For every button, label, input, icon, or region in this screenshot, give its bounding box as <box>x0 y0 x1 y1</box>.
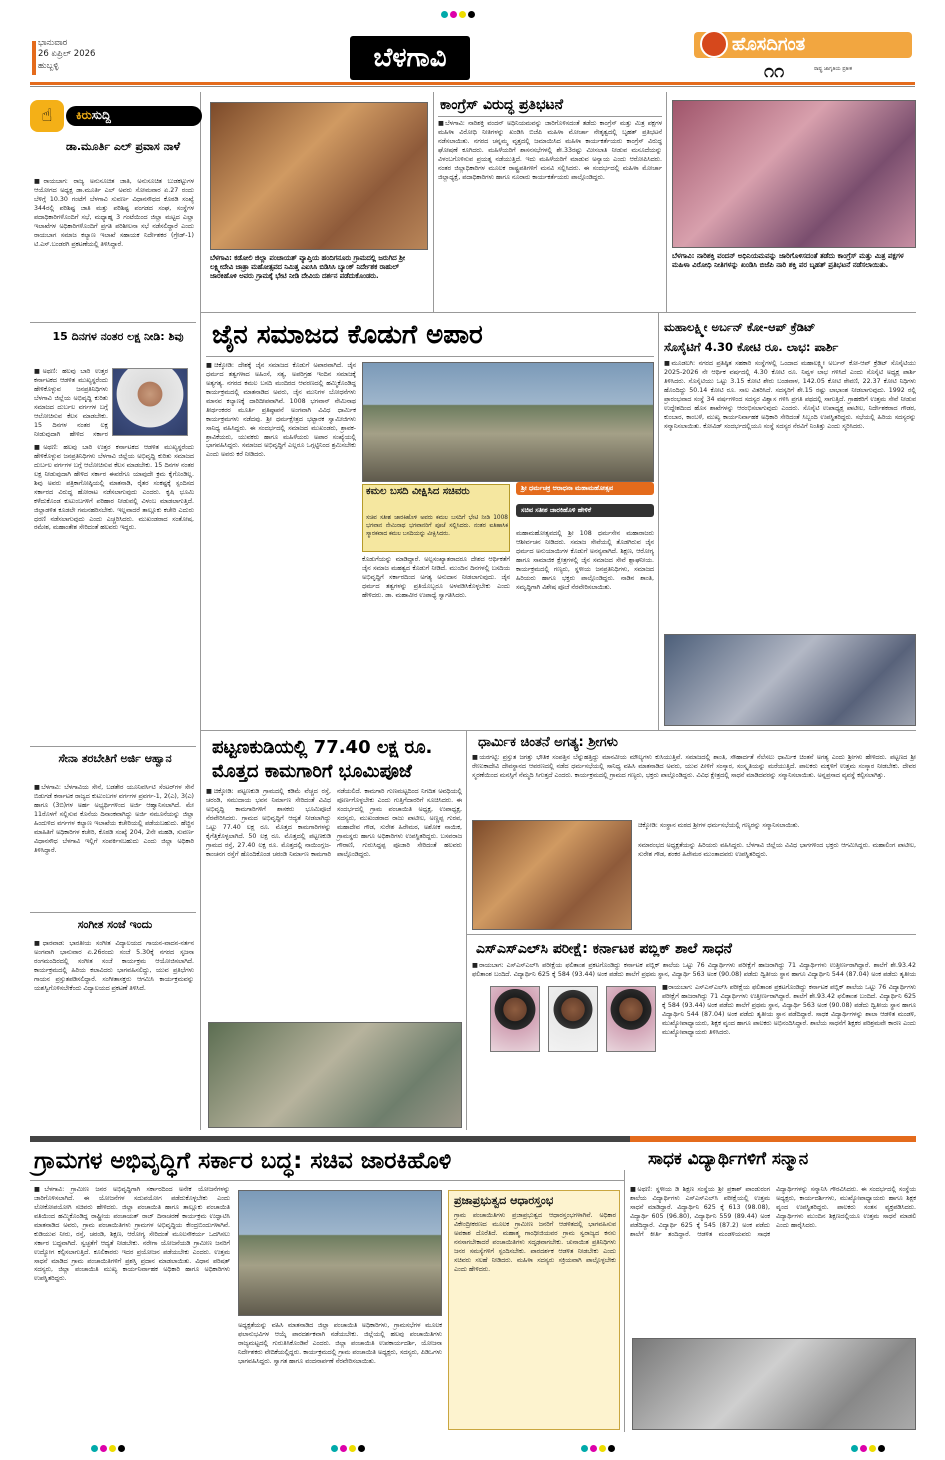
print-reg-marks-bottom <box>90 1440 126 1456</box>
color-strip <box>30 1136 630 1142</box>
cyan-dot <box>441 11 448 18</box>
page-number: ೧೧ <box>764 61 785 82</box>
coop-headline-1: ಮಹಾಲಕ್ಷ್ಮೀ ಅರ್ಬನ್ ಕೋ-ಆಪ್ ಕ್ರೆಡಿಟ್ <box>664 320 816 334</box>
dharmika-caption: ಚಿಕ್ಕೋಡಿ: ಸಂಸ್ಥಾನ ಮಠದ ಶ್ರೀಗಳ ಧರ್ಮಸಭೆಯಲ್ಲಿ ಗಣ್ಯರನ್ನು ಸನ್ಮಾನಿಸಲಾಯಿತು. <box>638 822 800 829</box>
coop-body: ■ಮೂಡಲಗಿ: ನಗರದ ಪ್ರತಿಷ್ಠಿತ ಸಹಕಾರಿ ಸಂಸ್ಥೆಗಳಲ್ಲಿ ಒಂದಾದ ಮಹಾಲಕ್ಷ್ಮೀ ಅರ್ಬನ್ ಕೋ-ಆಪ್ ಕ್ರೆಡಿಟ್ ಸೊಸೈಟಿಯು 2025-2026 ನೇ ಆರ್ಥಿಕ ವರ್ಷದಲ್ಲಿ 4.30 ಕೋಟಿ ರೂ. ನಿವ್ವಳ ಲಾಭ ಗಳಿಸಿದೆ ಎಂದು ಸೊಸೈಟಿ ಅಧ್ಯಕ್ಷ ಪಾರ್ಶಿ ತಿಳಿಸಿದರು. ಸೊಸೈಟಿಯು ಒಟ್ಟು 3.15 ಕೋಟಿ ಶೇರು ಬಂಡವಾಳ, 142.05 ಕೋಟಿ ಠೇವಣಿ, 22.37 ಕೋಟಿ ನಿಧಿಗಳು ಹೊಂದಿದ್ದು 50.14 ಕೋಟಿ ರೂ. ಸಾಲ ವಿತರಿಸಿದೆ. ಸದಸ್ಯರಿಗೆ ಶೇ.15 ರಷ್ಟು ಲಾಭಾಂಶ ನೀಡಲಾಗುವುದು. 1992 ರಲ್ಲಿ ಪ್ರಾರಂಭವಾದ ಸಂಸ್ಥೆ 34 ವರ್ಷಗಳಿಂದ ಸದಸ್ಯರ ವಿಶ್ವಾಸ ಗಳಿಸಿ ಪ್ರಗತಿ ಪಥದಲ್ಲಿ ಸಾಗುತ್ತಿದೆ. ಗ್ರಾಹಕರಿಗೆ ಉತ್ತಮ ಸೇವೆ ನೀಡುವ ಉದ್ದೇಶದಿಂದ ಹೊಸ ಶಾಖೆಗಳನ್ನು ಆರಂಭಿಸಲಾಗುವುದು ಎಂದರು. ಸೊಸೈಟಿ ಉಪಾಧ್ಯಕ್ಷ ಪಾಟೀಲ, ನಿರ್ದೇಶಕರಾದ ಗೌಡರ, ಕುಂಬಾರ, ಕಾಂಬಳೆ, ಮುಖ್ಯ ಕಾರ್ಯನಿರ್ವಾಹಕ ಅಧಿಕಾರಿ ಸೇರಿದಂತೆ ಸಿಬ್ಬಂದಿ ಉಪಸ್ಥಿತರಿದ್ದರು. ಸಭೆಯಲ್ಲಿ ಹಿರಿಯ ಸದಸ್ಯರನ್ನು ಸನ್ಮಾನಿಸಲಾಯಿತು. ಕೋವಿಡ್ ಸಂದರ್ಭದಲ್ಲಿಯೂ ಸಂಸ್ಥೆ ಸದಸ್ಯರ ನೆರವಿಗೆ ನಿಂತಿತ್ತು ಎಂದು ಸ್ಮರಿಸಿದರು. <box>664 360 916 430</box>
gramagala-stage-photo <box>238 1190 442 1316</box>
black-dot <box>608 1445 615 1452</box>
sslc-headline: ಎಸ್‌ಎಸ್‌ಎಲ್‌ಸಿ ಪರೀಕ್ಷೆ: ಕರ್ನಾಟಕ ಪಬ್ಲಿಕ್ ಶಾಲೆ ಸಾಧನೆ <box>476 941 732 957</box>
prajapra-box-title: ಪ್ರಜಾಪ್ರಭುತ್ವದ ಆಧಾರಸ್ತಂಭ <box>454 1194 554 1207</box>
headline-underline <box>30 1180 624 1181</box>
protest-photo-caption: ಬೆಳಗಾವಿ: ನಾರಿಶಕ್ತಿ ವಂದನ್ ಅಧಿನಿಯಮವನ್ನು ಜಾರಿಗೊಳಿಸದಂತೆ ತಡೆದು ಕಾಂಗ್ರೆಸ್ ಮತ್ತು ಮಿತ್ರ ಪಕ್ಷಗಳ ಮಹಿಳಾ ವಿರೋಧಿ ನೀತಿಗಳನ್ನು ಖಂಡಿಸಿ ಬಿಜೆಪಿ ನಾರಿ ಶಕ್ತಿ ಪರ ಬೃಹತ್ ಪ್ರತಿಭಟನೆ ನಡೆಸಲಾಯಿತು. <box>672 252 904 270</box>
pattankudi-photo <box>208 1022 462 1128</box>
jain-photo-tag: ಶ್ರೀ ಧರ್ಮಚಕ್ರ ಆರಾಧನಾ ಮಹಾಮಹೋತ್ಸವ <box>516 482 654 495</box>
edition: ಹುಬ್ಬಳ್ಳಿ <box>38 60 59 71</box>
sslc-body: ■ರಾಯಬಾಗ: ಎಸ್‌ಎಸ್‌ಎಲ್‌ಸಿ ಪರೀಕ್ಷೆಯ ಫಲಿತಾಂಶ ಪ್ರಕಟಗೊಂಡಿದ್ದು ಕರ್ನಾಟಕ ಪಬ್ಲಿಕ್ ಶಾಲೆಯ ಒಟ್ಟು 76 ವಿದ್ಯಾರ್ಥಿಗಳು ಪರೀಕ್ಷೆಗೆ ಹಾಜರಾಗಿದ್ದು 71 ವಿದ್ಯಾರ್ಥಿಗಳು ಉತ್ತೀರ್ಣರಾಗಿದ್ದಾರೆ. ಶಾಲೆಗೆ ಶೇ.93.42 ಫಲಿತಾಂಶ ಬಂದಿದೆ. ವಿದ್ಯಾರ್ಥಿನಿ 625 ಕ್ಕೆ 584 (93.44) ಅಂಕ ಪಡೆದು ಶಾಲೆಗೆ ಪ್ರಥಮ ಸ್ಥಾನ, ವಿದ್ಯಾರ್ಥಿ 563 ಅಂಕ (90.08) ಪಡೆದು ದ್ವಿತೀಯ ಸ್ಥಾನ ಹಾಗೂ ವಿದ್ಯಾರ್ಥಿನಿ 544 (87.04) ಅಂಕ ಪಡೆದು ತೃತೀಯ <box>472 962 916 978</box>
brief-body: ■ರಾಯಬಾಗ: ರಾಜ್ಯ ಅನುಸೂಚಿತ ಜಾತಿ, ಅನುಸೂಚಿತ ಬುಡಕಟ್ಟುಗಳ ಆಯೋಗದ ಅಧ್ಯಕ್ಷ ಡಾ.ಮೂರ್ತಿ ಎಲ್ ಅವರು ಸೋಮವಾರ ಏ.27 ರಂದು ಬೆಳಿಗ್ಗೆ 10.30 ಗಂಟೆಗೆ ಬೆಳಗಾವಿ ಸುವರ್ಣ ವಿಧಾನಸೌಧದ ಕೊಠಡಿ ಸಂಖ್ಯೆ 344ರಲ್ಲಿ ಪರಿಶಿಷ್ಟ ಜಾತಿ ಮತ್ತು ಪರಿಶಿಷ್ಟ ಪಂಗಡದ ಸಂಘ, ಸಂಸ್ಥೆಗಳ ಪದಾಧಿಕಾರಿಗಳೊಂದಿಗೆ ಸಭೆ, ಮಧ್ಯಾಹ್ನ 3 ಗಂಟೆಯಿಂದ ಜಿಲ್ಲಾ ಮಟ್ಟದ ಎಲ್ಲಾ ಇಲಾಖೆಗಳ ಅಧಿಕಾರಿಗಳೊಂದಿಗೆ ಪ್ರಗತಿ ಪರಿಶೀಲನಾ ಸಭೆ ನಡೆಸಲಿದ್ದಾರೆ ಎಂದು ರಾಯಬಾಗ ಸಮಾಜ ಕಲ್ಯಾಣ ಇಲಾಖೆ ಸಹಾಯಕ ನಿರ್ದೇಶಕರ (ಗ್ರೇಡ್-1) ಟಿ.ಎಸ್.ಬಂಡರಗಿ ಪ್ರಕಟಣೆಯಲ್ಲಿ ತಿಳಿಸಿದ್ದಾರೆ. <box>34 178 194 248</box>
day: ಭಾನುವಾರ <box>38 38 68 48</box>
black-dot <box>358 1445 365 1452</box>
jain-body-bottom: ಕೊಡುಗೆಯನ್ನು ಮಾಡಿದ್ದಾರೆ. ಅಲ್ಪಸಂಖ್ಯಾತರಾದರೂ ದೇಶದ ಆರ್ಥಿಕತೆಗೆ ಜೈನ ಸಮಾಜ ಮಹತ್ವದ ಕೊಡುಗೆ ನೀಡಿದೆ. ಮುಂದಿನ ದಿನಗಳಲ್ಲಿ ಬಸದಿಯ ಅಭಿವೃದ್ಧಿಗೆ ಸರ್ಕಾರದಿಂದ ಅಗತ್ಯ ಅನುದಾನ ನೀಡಲಾಗುವುದು. ಜೈನ ಧರ್ಮದ ತತ್ವಗಳನ್ನು ಪ್ರತಿಯೊಬ್ಬರೂ ಅಳವಡಿಸಿಕೊಳ್ಳಬೇಕು ಎಂದು ಹೇಳಿದರು. ಡಾ. ಮಹಾವೀರ ಉಪಾಧ್ಯೆ ಸ್ವಾಗತಿಸಿದರು. <box>362 556 510 599</box>
print-reg-marks-top <box>440 6 476 22</box>
masthead-accent-dots <box>32 41 36 75</box>
prajapra-box-body: ಗ್ರಾಮ ಪಂಚಾಯಿತಿಗಳು ಪ್ರಜಾಪ್ರಭುತ್ವದ ಆಧಾರಸ್ತಂಭಗಳಾಗಿವೆ. ಅಧಿಕಾರ ವಿಕೇಂದ್ರೀಕರಣದ ಮೂಲಕ ಗ್ರಾಮೀಣ ಜನರಿಗೆ ಆಡಳಿತದಲ್ಲಿ ಭಾಗವಹಿಸುವ ಅವಕಾಶ ದೊರೆತಿದೆ. ಮಹಾತ್ಮ ಗಾಂಧೀಜಿಯವರ ಗ್ರಾಮ ಸ್ವರಾಜ್ಯದ ಕನಸು ನನಸಾಗಬೇಕಾದರೆ ಪಂಚಾಯಿತಿಗಳು ಸದೃಢವಾಗಬೇಕು. ಚುನಾಯಿತ ಪ್ರತಿನಿಧಿಗಳು ಜನರ ಸಮಸ್ಯೆಗಳಿಗೆ ಸ್ಪಂದಿಸಬೇಕು. ಪಾರದರ್ಶಕ ಆಡಳಿತ ನೀಡಬೇಕು ಎಂದು ಸಚಿವರು ಸಲಹೆ ನೀಡಿದರು. ಮಹಿಳಾ ಸದಸ್ಯರು ಸಕ್ರಿಯವಾಗಿ ಪಾಲ್ಗೊಳ್ಳಬೇಕು ಎಂದು ಹೇಳಿದರು. <box>454 1212 616 1273</box>
pointing-hand-icon: ☝ <box>30 100 64 132</box>
yellow-dot <box>869 1445 876 1452</box>
student-portrait-2 <box>548 986 598 1052</box>
temple-visit-caption: ಬೆಳಗಾವಿ: ಕಡೋಲಿ ಜಿಲ್ಲಾ ಪಂಚಾಯತ್ ವ್ಯಾಪ್ತಿಯ ಹಂದಿಗನೂರು ಗ್ರಾಮದಲ್ಲಿ ಜರುಗಿದ ಶ್ರೀ ಲಕ್ಷ್ಮೀದೇವಿ ಜಾತ್ರಾ ಮಹೋತ್ಸವದ ನಿಮಿತ್ತ ಎಐಸಿಸಿ ಬಿಡಿಸಿಸಿ ಬ್ಯಾಂಕ್ ನಿರ್ದೇಶಕ ರಾಹುಲ್ ಜಾರಕಿಹೊಳಿ ಅವರು ಗ್ರಾಮಕ್ಕೆ ಭೇಟಿ ನೀಡಿ ದೇವಿಯ ದರ್ಶನ ಪಡೆದುಕೊಂಡರು. <box>210 254 406 281</box>
jain-subhead: ಕಮಲ ಬಸದಿ ವೀಕ್ಷಿಸಿದ ಸಚಿವರು <box>366 486 470 497</box>
brief-title: 15 ದಿನಗಳ ನಂತರ ಲಕ್ಷ ನೀಡಿ: ಶಿವು <box>52 330 184 343</box>
section-divider <box>200 730 916 731</box>
sadhaka-photo <box>632 1338 916 1430</box>
kirusuddi-label-a: ಕಿರು <box>76 108 92 122</box>
magenta-dot <box>450 11 457 18</box>
paper-name: ಹೊಸದಿಗಂತ <box>732 34 806 55</box>
column-divider <box>466 730 467 1130</box>
brief-divider <box>30 322 196 323</box>
student-portrait-1 <box>490 986 540 1052</box>
jain-headline: ಜೈನ ಸಮಾಜದ ಕೊಡುಗೆ ಅಪಾರ <box>212 320 483 350</box>
dharmika-body2: ಸಮಾರಂಭದ ಅಧ್ಯಕ್ಷತೆಯನ್ನು ಹಿರಿಯರು ವಹಿಸಿದ್ದರು. ಬೆಳಗಾವಿ ಜಿಲ್ಲೆಯ ವಿವಿಧ ಭಾಗಗಳಿಂದ ಭಕ್ತರು ಆಗಮಿಸಿದ್ದರು. ಮಹಾಲಿಂಗ ಪಾಟೀಲ, ಸುರೇಶ ಗೌಡ, ಶಂಕರ ಹಿರೇಮಠ ಮುಂತಾದವರು ಉಪಸ್ಥಿತರಿದ್ದರು. <box>638 842 916 858</box>
brief-body-full: ■ಅಥಣಿ: ಹಲವು ಬಾರಿ ಉತ್ತರ ಕರ್ನಾಟಕದ ಆಡಳಿತ ಮುಖ್ಯಸ್ಥರೆಂದು ಹೇಳಿಕೊಳ್ಳುವ ಜನಪ್ರತಿನಿಧಿಗಳು ಬೆಳಗಾವಿ ಜಿಲ್ಲೆಯ ಅಭಿವೃದ್ಧಿ ಕುರಿತು ಸಮಾಜದ ದುರ್ಬಲ ವರ್ಗಗಳ ಬಗ್ಗೆ ಆಲೋಚಿಸುವ ಕೆಲಸ ಮಾಡಬೇಕು. 15 ದಿನಗಳ ನಂತರ ಲಕ್ಷ ನೀಡುವುದಾಗಿ ಹೇಳಿದ ಸರ್ಕಾರ ಈವರೆಗೂ ಯಾವುದೇ ಕ್ರಮ ಕೈಗೊಂಡಿಲ್ಲ. ಶಿವು ಅವರು ಪತ್ರಿಕಾಗೋಷ್ಠಿಯಲ್ಲಿ ಮಾತನಾಡಿ, ರೈತರ ಸಂಕಷ್ಟಕ್ಕೆ ಸ್ಪಂದಿಸದ ಸರ್ಕಾರದ ವಿರುದ್ಧ ಹೋರಾಟ ನಡೆಸಲಾಗುವುದು ಎಂದರು. ಕೃಷಿ ಭೂಮಿ ಕಳೆದುಕೊಂಡ ಕುಟುಂಬಗಳಿಗೆ ಪರಿಹಾರ ನೀಡುವಲ್ಲಿ ವಿಳಂಬ ಮಾಡಲಾಗುತ್ತಿದೆ. ಜಿಲ್ಲಾಡಳಿತ ಕೂಡಲೇ ಗಮನಹರಿಸಬೇಕು. ಇಲ್ಲವಾದರೆ ತಾಲ್ಲೂಕು ಕಚೇರಿ ಎದುರು ಧರಣಿ ನಡೆಸಲಾಗುವುದು ಎಂದು ಎಚ್ಚರಿಸಿದರು. ಮುಖಂಡರಾದ ಸಂತೋಷ, ರಮೇಶ, ಮಹಾಂತೇಶ ಸೇರಿದಂತೆ ಹಲವರು ಇದ್ದರು. <box>34 444 194 532</box>
sadhaka-body: ■ಅಥಣಿ: ಸ್ಥಳೀಯ ಡಿ ಶಿಕ್ಷಣ ಸಂಸ್ಥೆಯ ಶ್ರೀ ಪ್ರಕಾಶ್ ಪಾಂಡುರಂಗ ಶಾಲೆಯ ವಿದ್ಯಾರ್ಥಿಗಳು ಎಸ್‌ಎಸ್‌ಎಲ್‌ಸಿ ಪರೀಕ್ಷೆಯಲ್ಲಿ ಉತ್ತಮ ಸಾಧನೆ ಮಾಡಿದ್ದಾರೆ. ವಿದ್ಯಾರ್ಥಿನಿ 625 ಕ್ಕೆ 613 (98.08), ವಿದ್ಯಾರ್ಥಿ 605 (96.80), ವಿದ್ಯಾರ್ಥಿನಿ 559 (89.44) ಅಂಕ ಪಡೆದಿದ್ದಾರೆ. ವಿದ್ಯಾರ್ಥಿ 625 ಕ್ಕೆ 545 (87.2) ಅಂಕ ಪಡೆದು ಶಾಲೆಗೆ ಕೀರ್ತಿ ತಂದಿದ್ದಾರೆ. ಆಡಳಿತ ಮಂಡಳಿಯವರು ಸಾಧಕ ವಿದ್ಯಾರ್ಥಿಗಳನ್ನು ಸನ್ಮಾನಿಸಿ ಗೌರವಿಸಿದರು. ಈ ಸಂದರ್ಭದಲ್ಲಿ ಸಂಸ್ಥೆಯ ಅಧ್ಯಕ್ಷರು, ಕಾರ್ಯದರ್ಶಿಗಳು, ಮುಖ್ಯೋಪಾಧ್ಯಾಯರು ಹಾಗೂ ಶಿಕ್ಷಕ ವೃಂದ ಉಪಸ್ಥಿತರಿದ್ದರು. ಪಾಲಕರು ಸಂತಸ ವ್ಯಕ್ತಪಡಿಸಿದರು. ವಿದ್ಯಾರ್ಥಿಗಳು ಮುಂದಿನ ಶಿಕ್ಷಣದಲ್ಲಿಯೂ ಉತ್ತಮ ಸಾಧನೆ ಮಾಡಲಿ ಎಂದು ಹಾರೈಸಿದರು. <box>630 1186 916 1238</box>
sadhaka-headline: ಸಾಧಕ ವಿದ್ಯಾರ್ಥಿಗಳಿಗೆ ಸನ್ಮಾನ <box>648 1149 809 1169</box>
jain-body-right: ಮಹಾಮಹೋತ್ಸವದಲ್ಲಿ ಶ್ರೀ 108 ಧರ್ಮಸೇನ ಮಹಾರಾಜರು ಆಶೀರ್ವಚನ ನೀಡಿದರು. ಸಮಾಜ ಸೇವೆಯಲ್ಲಿ ತೊಡಗಿರುವ ಜೈನ ಧರ್ಮದ ಅನುಯಾಯಿಗಳ ಕೊಡುಗೆ ಅನನ್ಯವಾಗಿದೆ. ಶಿಕ್ಷಣ, ಆರೋಗ್ಯ ಹಾಗೂ ಸಾಮಾಜಿಕ ಕ್ಷೇತ್ರಗಳಲ್ಲಿ ಜೈನ ಸಮಾಜದ ಸೇವೆ ಶ್ಲಾಘನೀಯ. ಕಾರ್ಯಕ್ರಮದಲ್ಲಿ ಗಣ್ಯರು, ಸ್ಥಳೀಯ ಜನಪ್ರತಿನಿಧಿಗಳು, ಸಮಾಜದ ಹಿರಿಯರು ಹಾಗೂ ಭಕ್ತರು ಪಾಲ್ಗೊಂಡಿದ್ದರು. ನಾಡಿನ ಶಾಂತಿ, ಸಮೃದ್ಧಿಗಾಗಿ ವಿಶೇಷ ಪೂಜೆ ನೆರವೇರಿಸಲಾಯಿತು. <box>516 530 654 591</box>
color-strip-accent <box>630 1136 916 1142</box>
brief-title: ಡಾ.ಮೂರ್ತಿ ಎಲ್ ಪ್ರವಾಸ ನಾಳೆ <box>65 140 181 153</box>
gramagala-headline: ಗ್ರಾಮಗಳ ಅಭಿವೃದ್ಧಿಗೆ ಸರ್ಕಾರ ಬದ್ಧ: ಸಚಿವ ಜಾರಕಿಹೊಳಿ <box>34 1148 452 1174</box>
black-dot <box>118 1445 125 1452</box>
gramagala-body-mid: ಅಧ್ಯಕ್ಷತೆಯನ್ನು ವಹಿಸಿ ಮಾತನಾಡಿದ ಜಿಲ್ಲಾ ಪಂಚಾಯಿತಿ ಅಧಿಕಾರಿಗಳು, ಗ್ರಾಮಸಭೆಗಳ ಮೂಲಕ ಫಲಾನುಭವಿಗಳ ಆಯ್ಕೆ ಪಾರದರ್ಶಕವಾಗಿ ನಡೆಯಬೇಕು. ಜಿಲ್ಲೆಯಲ್ಲಿ ಹಲವು ಪಂಚಾಯಿತಿಗಳು ರಾಜ್ಯಮಟ್ಟದಲ್ಲಿ ಗುರುತಿಸಿಕೊಂಡಿವೆ ಎಂದರು. ಜಿಲ್ಲಾ ಪಂಚಾಯಿತಿ ಉಪಕಾರ್ಯದರ್ಶಿ, ಯೋಜನಾ ನಿರ್ದೇಶಕರು ವೇದಿಕೆಯಲ್ಲಿದ್ದರು. ಕಾರ್ಯಕ್ರಮದಲ್ಲಿ ಗ್ರಾಮ ಪಂಚಾಯಿತಿ ಅಧ್ಯಕ್ಷರು, ಸದಸ್ಯರು, ಪಿಡಿಒಗಳು ಭಾಗವಹಿಸಿದ್ದರು. ಸ್ವಾಗತ ಹಾಗೂ ವಂದನಾರ್ಪಣೆ ನೆರವೇರಿಸಲಾಯಿತು. <box>238 1322 442 1365</box>
jain-subbody: ಸಚಿವ ಸತೀಶ ಜಾರಕಿಹೊಳಿ ಅವರು ಕಮಲ ಬಸದಿಗೆ ಭೇಟಿ ನೀಡಿ 1008 ಭಗವಾನ ನೇಮಿನಾಥ ಭಗವಾನರಿಗೆ ಪೂಜೆ ಸಲ್ಲಿಸಿದರು. ನಂತರ ಐತಿಹಾಸಿಕ ಸ್ಮಾರಕವಾದ ಕಮಲ ಬಸದಿಯನ್ನು ವೀಕ್ಷಿಸಿದರು. <box>366 515 508 538</box>
yellow-dot <box>109 1445 116 1452</box>
gramagala-body-left: ■ಬೆಳಗಾವಿ: ಗ್ರಾಮೀಣ ಜನರ ಅಭಿವೃದ್ಧಿಗಾಗಿ ಸರ್ಕಾರದಿಂದ ಅನೇಕ ಯೋಜನೆಗಳನ್ನು ಜಾರಿಗೊಳಿಸಲಾಗಿದೆ. ಈ ಯೋಜನೆಗಳ ಸದುಪಯೋಗ ಪಡೆದುಕೊಳ್ಳಬೇಕು ಎಂದು ಲೋಕೋಪಯೋಗಿ ಸಚಿವರು ಹೇಳಿದರು. ಜಿಲ್ಲಾ ಪಂಚಾಯಿತಿ ಹಾಗೂ ತಾಲ್ಲೂಕು ಪಂಚಾಯಿತಿ ವತಿಯಿಂದ ಹಮ್ಮಿಕೊಂಡಿದ್ದ ರಾಷ್ಟ್ರೀಯ ಪಂಚಾಯತ್ ರಾಜ್ ದಿನಾಚರಣೆ ಕಾರ್ಯಕ್ರಮ ಉದ್ಘಾಟಿಸಿ ಮಾತನಾಡಿದ ಅವರು, ಗ್ರಾಮ ಪಂಚಾಯಿತಿಗಳು ಗ್ರಾಮಗಳ ಅಭಿವೃದ್ಧಿಯ ಕೇಂದ್ರಬಿಂದುಗಳಾಗಿವೆ. ಕುಡಿಯುವ ನೀರು, ರಸ್ತೆ, ಚರಂಡಿ, ಶಿಕ್ಷಣ, ಆರೋಗ್ಯ ಸೇರಿದಂತೆ ಮೂಲಸೌಕರ್ಯ ಒದಗಿಸಲು ಸರ್ಕಾರ ಬದ್ಧವಾಗಿದೆ. ಸ್ವಚ್ಛತೆಗೆ ಆದ್ಯತೆ ನೀಡಬೇಕು. ನರೇಗಾ ಯೋಜನೆಯಡಿ ಗ್ರಾಮೀಣ ಜನರಿಗೆ ಉದ್ಯೋಗ ಕಲ್ಪಿಸಲಾಗುತ್ತಿದೆ. ಕೂಲಿಕಾರರು ಇದರ ಪ್ರಯೋಜನ ಪಡೆಯಬೇಕು ಎಂದರು. ಉತ್ತಮ ಸಾಧನೆ ಮಾಡಿದ ಗ್ರಾಮ ಪಂಚಾಯಿತಿಗಳಿಗೆ ಪ್ರಶಸ್ತಿ ಪ್ರದಾನ ಮಾಡಲಾಯಿತು. ವಿಧಾನ ಪರಿಷತ್ ಸದಸ್ಯರು, ಜಿಲ್ಲಾ ಪಂಚಾಯಿತಿ ಮುಖ್ಯ ಕಾರ್ಯನಿರ್ವಾಹಕ ಅಧಿಕಾರಿ ಹಾಗೂ ಅಧಿಕಾರಿಗಳು ಉಪಸ್ಥಿತರಿದ್ದರು. <box>34 1186 230 1283</box>
kirusuddi-label-b: ಸುದ್ದಿ <box>91 108 111 122</box>
jain-photo-tag2: ಸಚಿವ ಸತೀಶ ಜಾರಕಿಹೊಳಿ ಹೇಳಿಕೆ <box>516 504 654 517</box>
section-title: ಬೆಳಗಾವಿ <box>350 36 470 80</box>
headline-underline <box>206 356 654 357</box>
pattankudi-headline-2: ಮೊತ್ತದ ಕಾಮಗಾರಿಗೆ ಭೂಮಿಪೂಜೆ <box>212 761 412 782</box>
paper-tagline: ರಾಷ್ಟ್ರ ಜಾಗೃತಿಯ ಪ್ರತೀಕ <box>814 66 853 72</box>
brief-body: ■ಬೆಳಗಾವಿ: ಬೆಳಗಾವಿಯ ಸೇನೆ, ಬಡತೇರ ಯೂನಿವರ್ಸಿಟಿ ಸೆಂಟರ್‌ಗಳ ಸೇನೆ ಬಿಡುಗಡೆ ಕರ್ನಾಟಕ ರಾಜ್ಯದ ಕುಟುಂಬಗಳ ವರ್ಗಗಳ ಪ್ರವರ್ಗ-1, 2(ಎ), 3(ಎ) ಹಾಗೂ (3ಬಿ)ಗಳ ಅರ್ಹ ಅಭ್ಯರ್ಥಿಗಳಿಂದ ಅರ್ಜಿ ಆಹ್ವಾನಿಸಲಾಗಿದೆ. ಮೇ 11ರೊಳಗೆ ಸಲ್ಲಿಸುವ ಕೊನೆಯ ದಿನಾಂಕವಾಗಿದ್ದು ಅರ್ಜಿ ನಮೂನೆಯನ್ನು ಜಿಲ್ಲಾ ಹಿಂದುಳಿದ ವರ್ಗಗಳ ಕಲ್ಯಾಣ ಇಲಾಖೆಯ ಕಚೇರಿಯಲ್ಲಿ ಪಡೆಯಬಹುದು. ಹೆಚ್ಚಿನ ಮಾಹಿತಿಗೆ ಅಧಿಕಾರಿಗಳ ಕಚೇರಿ, ಕೊಠಡಿ ಸಂಖ್ಯೆ 204, 2ನೇ ಮಹಡಿ, ಸುವರ್ಣ ವಿಧಾನಸೌಧ ಬೆಳಗಾವಿ ಇಲ್ಲಿಗೆ ಸಂಪರ್ಕಿಸಬಹುದು ಎಂದು ಜಿಲ್ಲಾ ಅಧಿಕಾರಿ ತಿಳಿಸಿದ್ದಾರೆ. <box>34 784 194 854</box>
masthead-date-block <box>38 38 168 78</box>
column-divider <box>666 92 667 312</box>
date: 26 ಏಪ್ರಿಲ್ 2026 <box>38 49 96 60</box>
print-reg-marks-bottom <box>580 1440 616 1456</box>
yellow-dot <box>349 1445 356 1452</box>
dharmika-body: ■ಯರಗಟ್ಟಿ: ಪ್ರಸ್ತುತ ಜಗತ್ತು ಭೌತಿಕ ಸಂಪತ್ತಿನ ಬೆನ್ನುಹತ್ತಿದ್ದು ಮಾನವೀಯ ಮೌಲ್ಯಗಳು ಕುಸಿಯುತ್ತಿವೆ. ಸಮಾಜದಲ್ಲಿ ಶಾಂತಿ, ಸೌಹಾರ್ದತೆ ನೆಲೆಸಲು ಧಾರ್ಮಿಕ ಚಿಂತನೆ ಅಗತ್ಯ ಎಂದು ಶ್ರೀಗಳು ಹೇಳಿದರು. ಪಟ್ಟಣದ ಶ್ರೀ ರೇಣುಕಾದೇವಿ ದೇವಸ್ಥಾನದ ಆವರಣದಲ್ಲಿ ನಡೆದ ಧರ್ಮಸಭೆಯಲ್ಲಿ ಸಾನಿಧ್ಯ ವಹಿಸಿ ಮಾತನಾಡಿದ ಅವರು, ಯುವ ಪೀಳಿಗೆ ಸಂಸ್ಕಾರ, ಸಂಸ್ಕೃತಿಯನ್ನು ಮರೆಯುತ್ತಿದೆ. ಪಾಲಕರು ಮಕ್ಕಳಿಗೆ ಉತ್ತಮ ಸಂಸ್ಕಾರ ನೀಡಬೇಕು. ದೇವರ ಸ್ಮರಣೆಯಿಂದ ಮನಸ್ಸಿಗೆ ನೆಮ್ಮದಿ ಸಿಗುತ್ತದೆ ಎಂದರು. ಕಾರ್ಯಕ್ರಮದಲ್ಲಿ ಗ್ರಾಮದ ಗಣ್ಯರು, ಭಕ್ತರು ಪಾಲ್ಗೊಂಡಿದ್ದರು. ವಿವಿಧ ಕ್ಷೇತ್ರದಲ್ಲಿ ಸಾಧನೆ ಮಾಡಿದವರನ್ನು ಸನ್ಮಾನಿಸಲಾಯಿತು. ಅನ್ನಪ್ರಸಾದ ವ್ಯವಸ್ಥೆ ಕಲ್ಪಿಸಲಾಗಿತ್ತು. <box>472 754 916 779</box>
dharmika-headline: ಧಾರ್ಮಿಕ ಚಿಂತನೆ ಅಗತ್ಯ: ಶ್ರೀಗಳು <box>478 735 618 750</box>
cyan-dot <box>851 1445 858 1452</box>
black-dot <box>468 11 475 18</box>
section-divider <box>200 312 916 313</box>
paper-logo <box>694 30 912 82</box>
magenta-dot <box>860 1445 867 1452</box>
sslc-topline <box>466 934 916 935</box>
coop-meeting-photo <box>664 634 916 726</box>
brief-body: ■ಧಾರವಾಡ: ಭಾರತೀಯ ಸಂಗೀತ ವಿದ್ಯಾಲಯದ ಗಾಯನ-ವಾದನ-ನರ್ತನ ಅಂಗವಾಗಿ ಭಾನುವಾರ ಏ.26ರಂದು ಸಂಜೆ 5.30ಕ್ಕೆ ನಗರದ ಸೃಜನಾ ರಂಗಮಂದಿರದಲ್ಲಿ ಸಂಗೀತ ಸಂಜೆ ಕಾರ್ಯಕ್ರಮ ಆಯೋಜಿಸಲಾಗಿದೆ. ಕಾರ್ಯಕ್ರಮದಲ್ಲಿ ಹಿರಿಯ ಕಲಾವಿದರು ಭಾಗವಹಿಸಲಿದ್ದು, ಯುವ ಪ್ರತಿಭೆಗಳು ಗಾಯನ ಪ್ರಸ್ತುತಪಡಿಸಲಿದ್ದಾರೆ. ಸಂಗೀತಾಸಕ್ತರು ಆಗಮಿಸಿ ಕಾರ್ಯಕ್ರಮವನ್ನು ಯಶಸ್ವಿಗೊಳಿಸಬೇಕೆಂದು ವಿದ್ಯಾಲಯದ ಪ್ರಕಟಣೆ ತಿಳಿಸಿದೆ. <box>34 940 194 992</box>
congress-protest-headline: ಕಾಂಗ್ರೆಸ್ ವಿರುದ್ಧ ಪ್ರತಿಭಟನೆ <box>440 97 564 113</box>
column-divider <box>624 1170 625 1432</box>
brief-body: ■ಅಥಣಿ: ಹಲವು ಬಾರಿ ಉತ್ತರ ಕರ್ನಾಟಕದ ಆಡಳಿತ ಮುಖ್ಯಸ್ಥರೆಂದು ಹೇಳಿಕೊಳ್ಳುವ ಜನಪ್ರತಿನಿಧಿಗಳು ಬೆಳಗಾವಿ ಜಿಲ್ಲೆಯ ಅಭಿವೃದ್ಧಿ ಕುರಿತು ಸಮಾಜದ ದುರ್ಬಲ ವರ್ಗಗಳ ಬಗ್ಗೆ ಆಲೋಚಿಸುವ ಕೆಲಸ ಮಾಡಬೇಕು. 15 ದಿನಗಳ ನಂತರ ಲಕ್ಷ ನೀಡುವುದಾಗಿ ಹೇಳಿದ ಸರ್ಕಾರ <box>34 368 108 438</box>
column-divider <box>433 92 434 312</box>
headline-underline <box>438 116 662 117</box>
brief-title: ಸಂಗೀತ ಸಂಜೆ ಇಂದು <box>77 918 153 931</box>
temple-visit-photo <box>210 102 428 250</box>
logo-emblem-icon <box>700 30 728 58</box>
black-dot <box>878 1445 885 1452</box>
brief-title: ಸೇನಾ ತರಬೇತಿಗೆ ಅರ್ಜಿ ಆಹ್ವಾನ <box>58 752 172 765</box>
pattankudi-headline-1: ಪಟ್ಟಣಕುಡಿಯಲ್ಲಿ 77.40 ಲಕ್ಷ ರೂ. <box>212 737 433 758</box>
jain-event-photo <box>362 362 654 482</box>
yellow-dot <box>459 11 466 18</box>
author-photo <box>112 368 188 436</box>
column-divider <box>200 92 201 1130</box>
pattankudi-body: ■ಚಿಕ್ಕೋಡಿ: ಪಟ್ಟಣಕುಡಿ ಗ್ರಾಮದಲ್ಲಿ ಕಡಿಮೆ ವೆಚ್ಚದ ರಸ್ತೆ, ಚರಂಡಿ, ಸಮುದಾಯ ಭವನ ನಿರ್ಮಾಣ ಸೇರಿದಂತೆ ವಿವಿಧ ಅಭಿವೃದ್ಧಿ ಕಾಮಗಾರಿಗಳಿಗೆ ಶಾಸಕರು ಭೂಮಿಪೂಜೆ ನೆರವೇರಿಸಿದರು. ಗ್ರಾಮದ ಅಭಿವೃದ್ಧಿಗೆ ಆದ್ಯತೆ ನೀಡಲಾಗಿದ್ದು ಒಟ್ಟು 77.40 ಲಕ್ಷ ರೂ. ಮೊತ್ತದ ಕಾಮಗಾರಿಗಳನ್ನು ಕೈಗೆತ್ತಿಕೊಳ್ಳಲಾಗಿದೆ. 50 ಲಕ್ಷ ರೂ. ಮೊತ್ತದಲ್ಲಿ ಪಟ್ಟಣಕುಡಿ ಗ್ರಾಮದ ರಸ್ತೆ, 27.40 ಲಕ್ಷ ರೂ. ಮೊತ್ತದಲ್ಲಿ ನಾಯಿಂಗ್ಲಜ-ಕಾಂಚನಗ ರಸ್ತೆಗೆ ಹೊಂದಿಕೊಂಡ ಚರಂಡಿ ನಿರ್ಮಾಣ ಕಾಮಗಾರಿ ನಡೆಯಲಿದೆ. ಕಾಮಗಾರಿ ಗುಣಮಟ್ಟದಿಂದ ನಿಗದಿತ ಅವಧಿಯಲ್ಲಿ ಪೂರ್ಣಗೊಳ್ಳಬೇಕು ಎಂದು ಗುತ್ತಿಗೆದಾರರಿಗೆ ಸೂಚಿಸಿದರು. ಈ ಸಂದರ್ಭದಲ್ಲಿ ಗ್ರಾಮ ಪಂಚಾಯಿತಿ ಅಧ್ಯಕ್ಷ, ಉಪಾಧ್ಯಕ್ಷ, ಸದಸ್ಯರು, ಮುಖಂಡರಾದ ರಾಜು ಪಾಟೀಲ, ಅಣ್ಣಪ್ಪ ಗುರವ, ಮಹಾದೇವ ಗೌಡ, ಸುರೇಶ ಹಿರೇಮಠ, ಅಶೋಕ ನಾಯಿಕ, ಗ್ರಾಮಸ್ಥರು ಹಾಗೂ ಅಧಿಕಾರಿಗಳು ಉಪಸ್ಥಿತರಿದ್ದರು. ಬಸವರಾಜ ಗೌರಾಣಿ, ಗುರುಸಿದ್ದಪ್ಪ ಪೂಜಾರಿ ಸೇರಿದಂತೆ ಹಲವರು ಪಾಲ್ಗೊಂಡಿದ್ದರು. <box>206 788 462 858</box>
sslc-body-right: ■ರಾಯಬಾಗ: ಎಸ್‌ಎಸ್‌ಎಲ್‌ಸಿ ಪರೀಕ್ಷೆಯ ಫಲಿತಾಂಶ ಪ್ರಕಟಗೊಂಡಿದ್ದು ಕರ್ನಾಟಕ ಪಬ್ಲಿಕ್ ಶಾಲೆಯ ಒಟ್ಟು 76 ವಿದ್ಯಾರ್ಥಿಗಳು ಪರೀಕ್ಷೆಗೆ ಹಾಜರಾಗಿದ್ದು 71 ವಿದ್ಯಾರ್ಥಿಗಳು ಉತ್ತೀರ್ಣರಾಗಿದ್ದಾರೆ. ಶಾಲೆಗೆ ಶೇ.93.42 ಫಲಿತಾಂಶ ಬಂದಿದೆ. ವಿದ್ಯಾರ್ಥಿನಿ 625 ಕ್ಕೆ 584 (93.44) ಅಂಕ ಪಡೆದು ಶಾಲೆಗೆ ಪ್ರಥಮ ಸ್ಥಾನ, ವಿದ್ಯಾರ್ಥಿ 563 ಅಂಕ (90.08) ಪಡೆದು ದ್ವಿತೀಯ ಸ್ಥಾನ ಹಾಗೂ ವಿದ್ಯಾರ್ಥಿನಿ 544 (87.04) ಅಂಕ ಪಡೆದು ತೃತೀಯ ಸ್ಥಾನ ಪಡೆದಿದ್ದಾರೆ. ಸಾಧಕ ವಿದ್ಯಾರ್ಥಿಗಳನ್ನು ಶಾಲಾ ಆಡಳಿತ ಮಂಡಳಿ, ಮುಖ್ಯೋಪಾಧ್ಯಾಯರು, ಶಿಕ್ಷಕ ವೃಂದ ಹಾಗೂ ಪಾಲಕರು ಅಭಿನಂದಿಸಿದ್ದಾರೆ. ಶಾಲೆಯ ಸಾಧನೆಗೆ ಶಿಕ್ಷಕರ ಪರಿಶ್ರಮವೇ ಕಾರಣ ಎಂದು ಮುಖ್ಯೋಪಾಧ್ಯಾಯರು ತಿಳಿಸಿದರು. <box>662 984 916 1036</box>
print-reg-marks-bottom <box>850 1440 886 1456</box>
print-reg-marks-bottom <box>330 1440 366 1456</box>
coop-headline-2: ಸೊಸೈಟಿಗೆ 4.30 ಕೋಟಿ ರೂ. ಲಾಭ: ಪಾರ್ಶಿ <box>664 340 839 354</box>
cyan-dot <box>581 1445 588 1452</box>
congress-protest-body: ■ಬೆಳಗಾವಿ: ನಾರಿಶಕ್ತಿ ವಂದನ್ ಅಧಿನಿಯಮವನ್ನು ಜಾರಿಗೊಳಿಸದಂತೆ ತಡೆದು ಕಾಂಗ್ರೆಸ್ ಮತ್ತು ಮಿತ್ರ ಪಕ್ಷಗಳ ಮಹಿಳಾ ವಿರೋಧಿ ನೀತಿಗಳನ್ನು ಖಂಡಿಸಿ ಬಿಜೆಪಿ ಮಹಿಳಾ ಮೋರ್ಚಾ ನೇತೃತ್ವದಲ್ಲಿ ಬೃಹತ್ ಪ್ರತಿಭಟನೆ ನಡೆಸಲಾಯಿತು. ನಗರದ ಚನ್ನಮ್ಮ ವೃತ್ತದಲ್ಲಿ ಜಮಾಯಿಸಿದ ಮಹಿಳಾ ಕಾರ್ಯಕರ್ತೆಯರು ಕಾಂಗ್ರೆಸ್ ವಿರುದ್ಧ ಘೋಷಣೆ ಕೂಗಿದರು. ಮಹಿಳೆಯರಿಗೆ ಶಾಸನಸಭೆಗಳಲ್ಲಿ ಶೇ.33ರಷ್ಟು ಮೀಸಲಾತಿ ನೀಡುವ ಮಸೂದೆಯನ್ನು ವಿಳಂಬಗೊಳಿಸುವ ಪ್ರಯತ್ನ ನಡೆಯುತ್ತಿದೆ. ಇದು ಮಹಿಳೆಯರಿಗೆ ಮಾಡುವ ಅನ್ಯಾಯ ಎಂದು ಆರೋಪಿಸಿದರು. ನಂತರ ಜಿಲ್ಲಾಧಿಕಾರಿಗಳ ಮೂಲಕ ರಾಷ್ಟ್ರಪತಿಗಳಿಗೆ ಮನವಿ ಸಲ್ಲಿಸಿದರು. ಈ ಸಂದರ್ಭದಲ್ಲಿ ಮಹಿಳಾ ಮೋರ್ಚಾ ಜಿಲ್ಲಾಧ್ಯಕ್ಷೆ, ಪದಾಧಿಕಾರಿಗಳು ಹಾಗೂ ನೂರಾರು ಕಾರ್ಯಕರ್ತೆಯರು ಪಾಲ್ಗೊಂಡಿದ್ದರು. <box>438 120 662 181</box>
yellow-dot <box>599 1445 606 1452</box>
brief-divider <box>30 912 196 913</box>
student-portrait-3 <box>606 986 656 1052</box>
brief-divider <box>30 746 196 747</box>
magenta-dot <box>340 1445 347 1452</box>
cyan-dot <box>91 1445 98 1452</box>
dharmika-photo <box>472 820 632 930</box>
cyan-dot <box>331 1445 338 1452</box>
column-divider <box>658 312 659 730</box>
protest-photo <box>672 100 916 248</box>
jain-body-left: ■ಚಿಕ್ಕೋಡಿ: ದೇಶಕ್ಕೆ ಜೈನ ಸಮಾಜದ ಕೊಡುಗೆ ಅಪಾರವಾಗಿದೆ. ಜೈನ ಧರ್ಮದ ತತ್ವಗಳಾದ ಅಹಿಂಸೆ, ಸತ್ಯ, ಅಪರಿಗ್ರಹ ಇಂದಿನ ಸಮಾಜಕ್ಕೆ ಅತ್ಯಗತ್ಯ. ನಗರದ ಕಮಲ ಬಸದಿ ಮಂದಿರದ ಆವರಣದಲ್ಲಿ ಹಮ್ಮಿಕೊಂಡಿದ್ದ ಕಾರ್ಯಕ್ರಮದಲ್ಲಿ ಮಾತನಾಡಿದ ಅವರು, ಜೈನ ಮುನಿಗಳ ಬೋಧನೆಗಳು ಮಾನವ ಕಲ್ಯಾಣಕ್ಕೆ ದಾರಿದೀಪವಾಗಿವೆ. 1008 ಭಗವಾನ್ ನೇಮಿನಾಥ ತೀರ್ಥಂಕರರ ಮೂರ್ತಿ ಪ್ರತಿಷ್ಠಾಪನೆ ಅಂಗವಾಗಿ ವಿವಿಧ ಧಾರ್ಮಿಕ ಕಾರ್ಯಕ್ರಮಗಳು ನಡೆದವು. ಶ್ರೀ ಧರ್ಮಕ್ಷೇತ್ರದ ಭಟ್ಟಾರಕ ಸ್ವಾಮೀಜಿಗಳು ಸಾನಿಧ್ಯ ವಹಿಸಿದ್ದರು. ಈ ಸಂದರ್ಭದಲ್ಲಿ ಸಮಾಜದ ಮುಖಂಡರು, ಶ್ರಾವಕ-ಶ್ರಾವಿಕೆಯರು, ಯುವಕರು ಹಾಗೂ ಮಹಿಳೆಯರು ಅಪಾರ ಸಂಖ್ಯೆಯಲ್ಲಿ ಭಾಗವಹಿಸಿದ್ದರು. ಸಮಾಜದ ಅಭಿವೃದ್ಧಿಗೆ ಎಲ್ಲರೂ ಒಗ್ಗಟ್ಟಿನಿಂದ ಶ್ರಮಿಸಬೇಕು ಎಂದು ಅವರು ಕರೆ ನೀಡಿದರು. <box>206 362 356 459</box>
kirusuddi-label <box>76 107 111 123</box>
magenta-dot <box>590 1445 597 1452</box>
masthead-rule-thin <box>30 86 915 87</box>
masthead-rule <box>30 82 915 85</box>
magenta-dot <box>100 1445 107 1452</box>
kirusuddi-header <box>30 100 200 132</box>
